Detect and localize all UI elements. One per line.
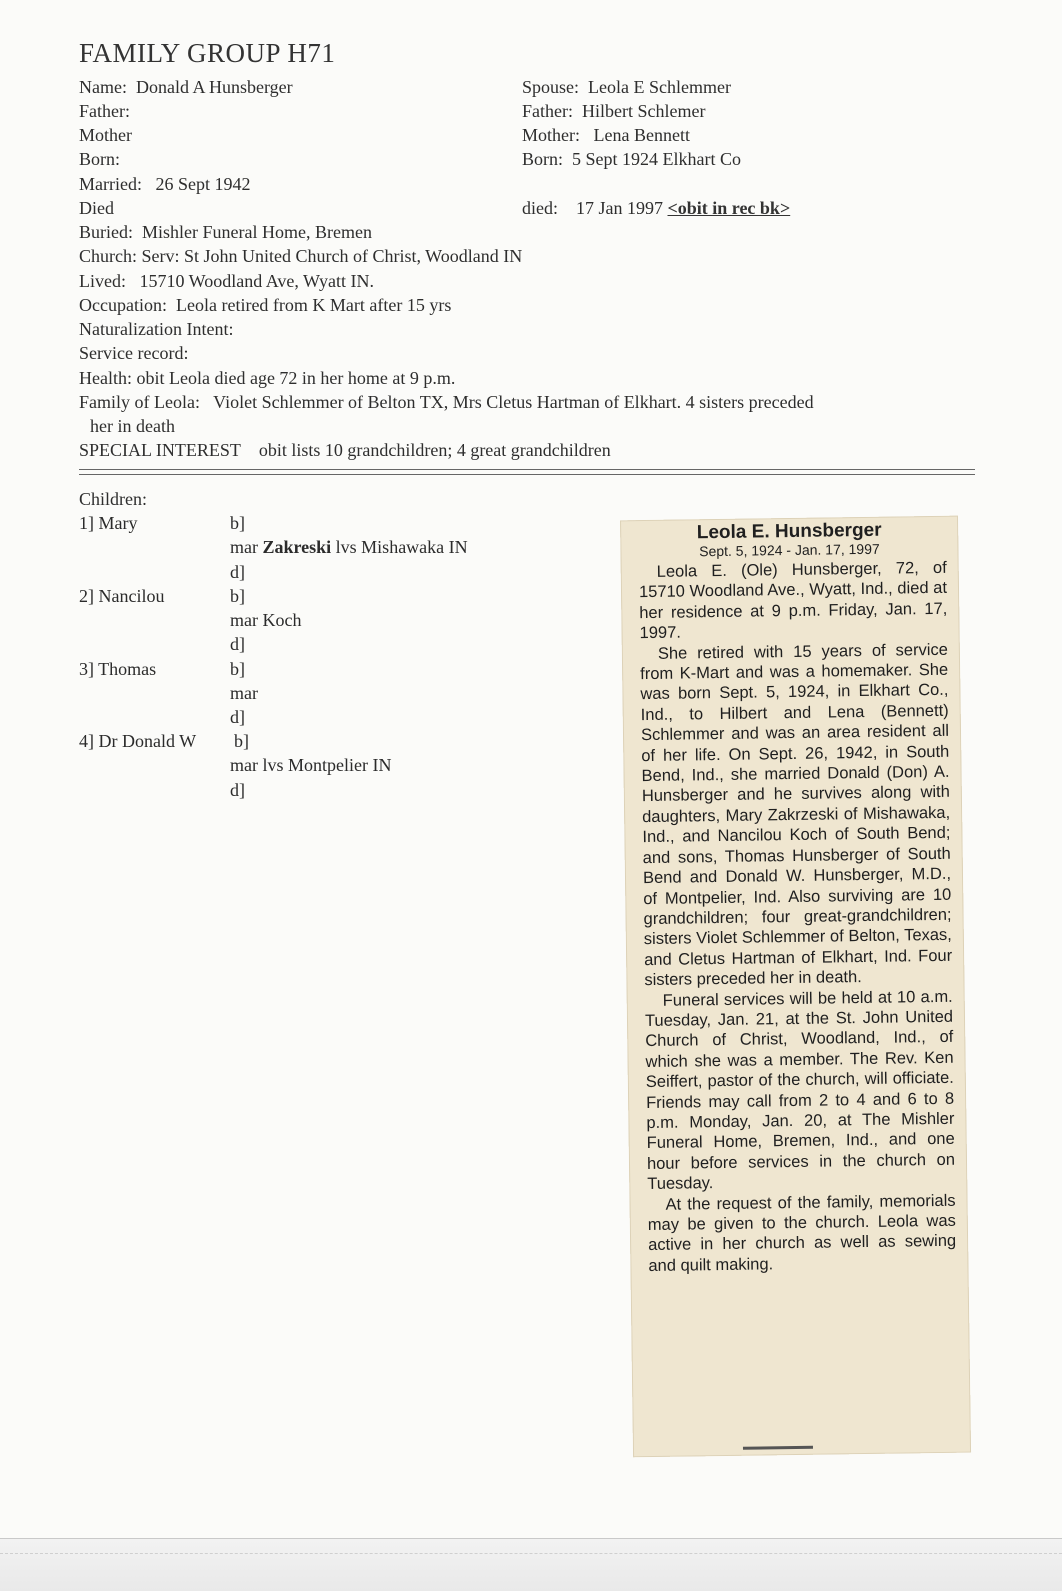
child-2-married: mar Koch bbox=[230, 610, 302, 630]
child-4-died: d] bbox=[230, 780, 245, 800]
section-divider bbox=[79, 469, 975, 475]
occupation-field: Occupation: Leola retired from K Mart after 15 yrs bbox=[79, 295, 452, 315]
father-field: Father: bbox=[79, 101, 130, 121]
obit-reference-link[interactable]: <obit in rec bk> bbox=[667, 198, 791, 218]
children-heading: Children: bbox=[79, 489, 147, 509]
scan-page-edge bbox=[0, 1538, 1062, 1591]
spouse-father-field: Father: Hilbert Schlemer bbox=[522, 101, 706, 121]
page-title: FAMILY GROUP H71 bbox=[79, 38, 336, 68]
born-field: Born: bbox=[79, 149, 121, 169]
child-3-born: b] bbox=[230, 659, 245, 679]
child-2-died: d] bbox=[230, 634, 245, 654]
obituary-dates: Sept. 5, 1924 - Jan. 17, 1997 bbox=[699, 540, 880, 560]
lived-field: Lived: 15710 Woodland Ave, Wyatt IN. bbox=[79, 271, 374, 291]
spouse-mother-field: Mother: Lena Bennett bbox=[522, 125, 690, 145]
spouse-died-field: died: 17 Jan 1997 <obit in rec bk> bbox=[522, 198, 791, 218]
obituary-clipping bbox=[620, 516, 971, 1458]
child-2-name: 2] Nancilou bbox=[79, 586, 165, 606]
child-1-married: mar Zakreski lvs Mishawaka IN bbox=[230, 537, 468, 557]
church-field: Church: Serv: St John United Church of Christ, Woodland IN bbox=[79, 246, 523, 266]
obituary-name: Leola E. Hunsberger bbox=[696, 519, 882, 544]
child-1-died: d] bbox=[230, 562, 245, 582]
child-3-married: mar bbox=[230, 683, 258, 703]
service-record-field: Service record: bbox=[79, 343, 189, 363]
health-field: Health: obit Leola died age 72 in her home at 9 p.m. bbox=[79, 368, 456, 388]
obituary-paragraph: At the request of the family, memorials may be given to the church. Leola was active in her church as well as sewing and quilt making. bbox=[647, 1191, 957, 1275]
married-field: Married: 26 Sept 1942 bbox=[79, 174, 251, 194]
child-2-born: b] bbox=[230, 586, 245, 606]
child-4-name: 4] Dr Donald W bbox=[79, 731, 197, 751]
scan-edge-line bbox=[0, 1553, 1062, 1554]
mother-field: Mother bbox=[79, 125, 132, 145]
child-4-married: mar lvs Montpelier IN bbox=[230, 755, 392, 775]
obituary-paragraph: Funeral services will be held at 10 a.m. Tuesday, Jan. 21, at the St. John United Church of Christ, Woodland, Ind., of which she was a member. The Rev. Ken Seiffert, pastor of the church, will officiate. Friends may call from 2 to 4 and 6 to 8 p.m. Monday, Jan. 20, at The Mishler Funeral Home, Bremen, Ind., and one hour before services in the church on Tuesday. bbox=[644, 987, 956, 1194]
child-4-born: b] bbox=[234, 731, 249, 751]
child-3-name: 3] Thomas bbox=[79, 659, 157, 679]
obituary-paragraph: Leola E. (Ole) Hunsberger, 72, of 15710 Woodland Ave., Wyatt, Ind., died at her residence at 9 p.m. Friday, Jan. 17, 1997. bbox=[638, 558, 948, 643]
obituary-paragraph: She retired with 15 years of service from K-Mart and was a homemaker. She was born Sept. 5, 1924, in Elkhart Co., Ind., to Hilbert and Lena (Bennett) Schlemmer and was an area resident all of her life. On Sept. 26, 1942, in South Bend, Ind., she married Donald (Don) A. Hunsberger and he survives along with daughters, Mary Zakrzeski of Mishawaka, Ind., and Nancilou Koch of South Bend; and sons, Thomas Hunsberger of South Bend and Donald W. Hunsberger, M.D., of Montpelier, Ind. Also surviving are 10 grandchildren; four great-grandchildren; sisters Violet Schlemmer of Belton, Texas, and Cletus Hartman of Elkhart, Ind. Four sisters preceded her in death. bbox=[640, 640, 953, 990]
buried-field: Buried: Mishler Funeral Home, Bremen bbox=[79, 222, 372, 242]
spouse-field: Spouse: Leola E Schlemmer bbox=[522, 77, 731, 97]
family-of-continuation: her in death bbox=[90, 416, 175, 436]
spouse-born-field: Born: 5 Sept 1924 Elkhart Co bbox=[522, 149, 742, 169]
child-1-name: 1] Mary bbox=[79, 513, 138, 533]
died-field: Died bbox=[79, 198, 114, 218]
name-field: Name: Donald A Hunsberger bbox=[79, 77, 293, 97]
child-3-died: d] bbox=[230, 707, 245, 727]
child-1-born: b] bbox=[230, 513, 245, 533]
special-interest-field: SPECIAL INTEREST obit lists 10 grandchildren; 4 great grandchildren bbox=[79, 440, 611, 460]
naturalization-field: Naturalization Intent: bbox=[79, 319, 234, 339]
family-of-field: Family of Leola: Violet Schlemmer of Belton TX, Mrs Cletus Hartman of Elkhart. 4 sisters preceded bbox=[79, 392, 814, 412]
obituary-body bbox=[621, 558, 969, 1277]
clipping-rule bbox=[743, 1446, 813, 1450]
